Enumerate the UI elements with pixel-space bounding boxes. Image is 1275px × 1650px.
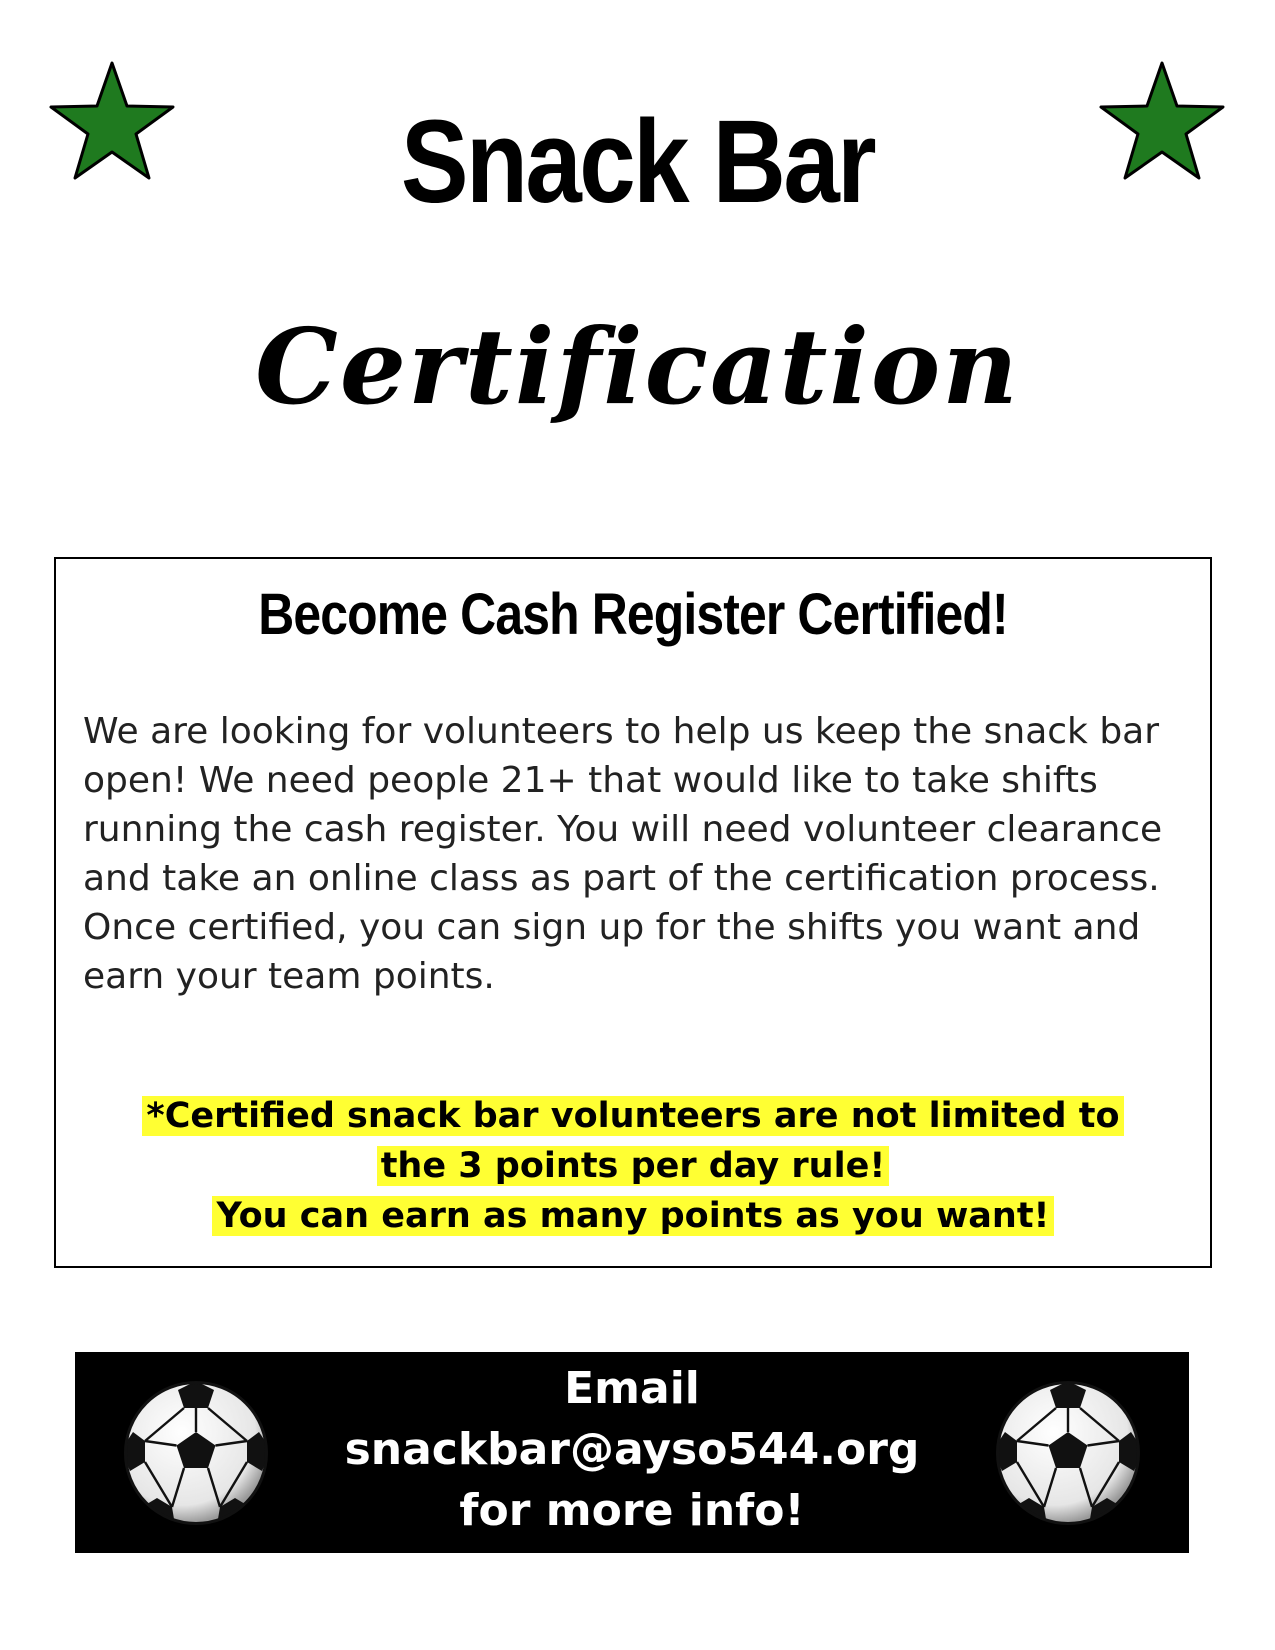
page-title: Snack Bar — [400, 96, 875, 228]
page-subtitle: Certification — [255, 305, 1020, 428]
highlight-line: You can earn as many points as you want! — [212, 1196, 1053, 1236]
contact-line-email-label: Email — [564, 1363, 700, 1414]
contact-line-more-info: for more info! — [459, 1485, 805, 1536]
highlight-line: the 3 points per day rule! — [377, 1146, 890, 1186]
info-box — [54, 557, 1212, 1268]
highlight-line: *Certified snack bar volunteers are not limited to — [142, 1096, 1123, 1136]
highlight-note — [56, 1091, 1210, 1241]
info-box-heading: Become Cash Register Certified! — [258, 582, 1008, 647]
contact-banner — [75, 1352, 1189, 1553]
soccer-ball-icon — [993, 1378, 1143, 1528]
soccer-ball-icon — [121, 1378, 271, 1528]
contact-email-link[interactable]: snackbar@ayso544.org — [344, 1424, 920, 1475]
contact-text — [275, 1358, 989, 1541]
info-box-body: We are looking for volunteers to help us keep the snack bar open! We need people 21+ that would like to take shifts running the cash register. You will need volunteer clearance and take an online class as part of the certification process. Once certified, you can sign up for the shifts you want and earn your team points. — [83, 711, 1163, 997]
